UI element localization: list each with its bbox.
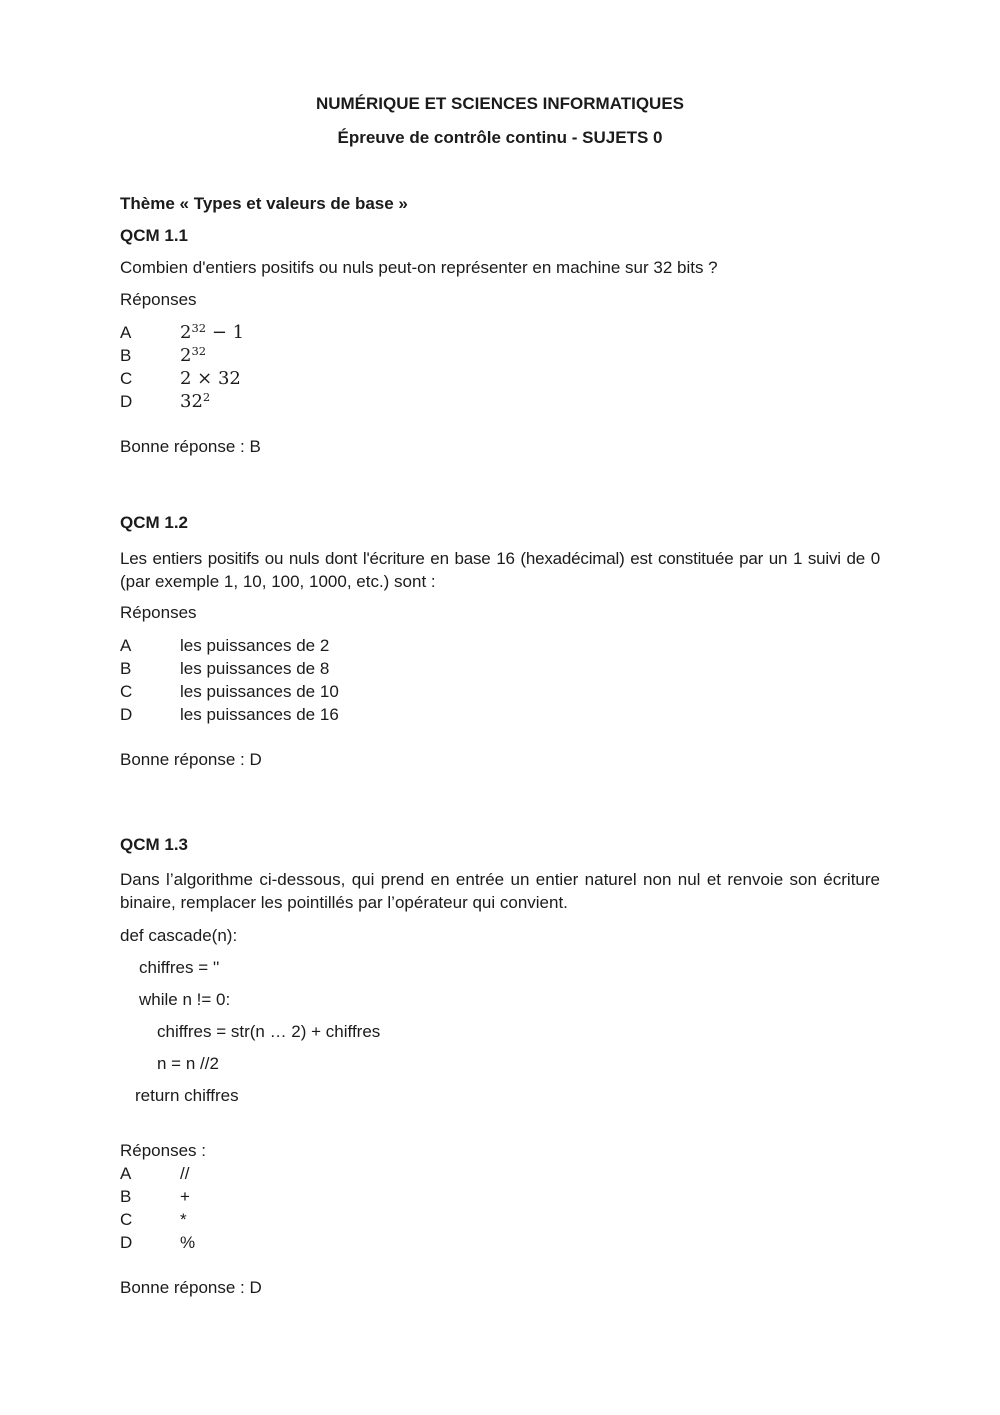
answer-letter: A (120, 636, 132, 655)
answer-row (120, 1162, 880, 1185)
answer-text: les puissances de 16 (180, 705, 339, 724)
answer-letter: B (120, 346, 132, 365)
answer-row (120, 344, 880, 367)
answer-row (120, 703, 880, 726)
question-line: (par exemple 1, 10, 100, 1000, etc.) sont : (120, 572, 436, 591)
qcm-1-2-question (120, 547, 880, 593)
qcm-1-3-section (120, 833, 880, 1299)
answer-formula (180, 367, 241, 390)
answer-letter: D (120, 392, 133, 411)
answer-text: // (180, 1164, 190, 1183)
formula-exponent: 32 (191, 321, 207, 335)
answer-text: + (180, 1187, 190, 1206)
answer-letter: B (120, 1187, 132, 1206)
qcm-1-1-correct-answer: Bonne réponse : B (120, 437, 261, 456)
code-line: chiffres = '' (139, 958, 220, 977)
answer-letter: A (120, 323, 132, 342)
answer-letter: A (120, 1164, 132, 1183)
answer-formula (180, 344, 206, 367)
qcm-1-2-responses-label: Réponses (120, 603, 197, 622)
answer-row (120, 321, 880, 344)
question-line: Les entiers positifs ou nuls dont l'écriture en base 16 (hexadécimal) est constituée par un 1 suivi de 0 (120, 549, 880, 568)
theme-heading: Thème « Types et valeurs de base » (120, 194, 408, 213)
qcm-1-2-heading: QCM 1.2 (120, 513, 189, 532)
page-subtitle: Épreuve de contrôle continu - SUJETS 0 (337, 128, 663, 147)
qcm-1-3-responses-label: Réponses : (120, 1141, 206, 1160)
qcm-1-1-answers (120, 321, 880, 413)
answer-text: % (180, 1233, 196, 1252)
qcm-1-1-heading: QCM 1.1 (120, 226, 189, 245)
page-title: NUMÉRIQUE ET SCIENCES INFORMATIQUES (315, 94, 685, 113)
qcm-1-3-heading: QCM 1.3 (120, 835, 189, 854)
code-line: def cascade(n): (120, 926, 238, 945)
qcm-1-3-correct-answer: Bonne réponse : D (120, 1278, 262, 1297)
code-line: chiffres = str(n … 2) + chiffres (157, 1022, 381, 1041)
formula-base: 2 (180, 345, 192, 366)
code-line: n = n //2 (157, 1054, 219, 1073)
answer-text: les puissances de 8 (180, 659, 330, 678)
answer-letter: D (120, 705, 133, 724)
formula-base: 2 × 32 (180, 368, 241, 389)
formula-base: 2 (180, 322, 192, 343)
answer-text: les puissances de 10 (180, 682, 339, 701)
question-line: binaire, remplacer les pointillés par l’opérateur qui convient. (120, 893, 568, 912)
qcm-1-1-responses-label: Réponses (120, 290, 197, 309)
qcm-1-2-section (120, 511, 880, 771)
answer-row (120, 1208, 880, 1231)
qcm-1-1-question: Combien d'entiers positifs ou nuls peut-on représenter en machine sur 32 bits ? (120, 258, 718, 277)
answer-text: * (180, 1210, 187, 1229)
answer-row (120, 367, 880, 390)
answer-formula (180, 321, 244, 344)
code-line: while n != 0: (139, 990, 231, 1009)
answer-row (120, 657, 880, 680)
qcm-1-3-question (120, 868, 880, 914)
answer-letter: D (120, 1233, 133, 1252)
answer-letter: C (120, 682, 133, 701)
answer-row (120, 680, 880, 703)
formula-base: 32 (180, 391, 203, 412)
formula-exponent: 32 (191, 344, 207, 358)
answer-text: les puissances de 2 (180, 636, 330, 655)
answer-letter: C (120, 1210, 133, 1229)
formula-rest: − 1 (206, 322, 245, 343)
answer-formula (180, 390, 210, 413)
formula-exponent: 2 (202, 390, 211, 404)
qcm-1-2-answers (120, 634, 880, 726)
qcm-1-1-section (120, 224, 880, 458)
qcm-1-3-answers (120, 1162, 880, 1254)
code-line: return chiffres (135, 1086, 239, 1105)
answer-row (120, 390, 880, 413)
code-block (120, 924, 880, 1107)
question-line: Dans l’algorithme ci-dessous, qui prend en entrée un entier naturel non nul et renvoie son écriture (120, 870, 880, 889)
answer-row (120, 634, 880, 657)
answer-letter: C (120, 369, 133, 388)
qcm-1-2-correct-answer: Bonne réponse : D (120, 750, 262, 769)
answer-row (120, 1185, 880, 1208)
answer-row (120, 1231, 880, 1254)
answer-letter: B (120, 659, 132, 678)
